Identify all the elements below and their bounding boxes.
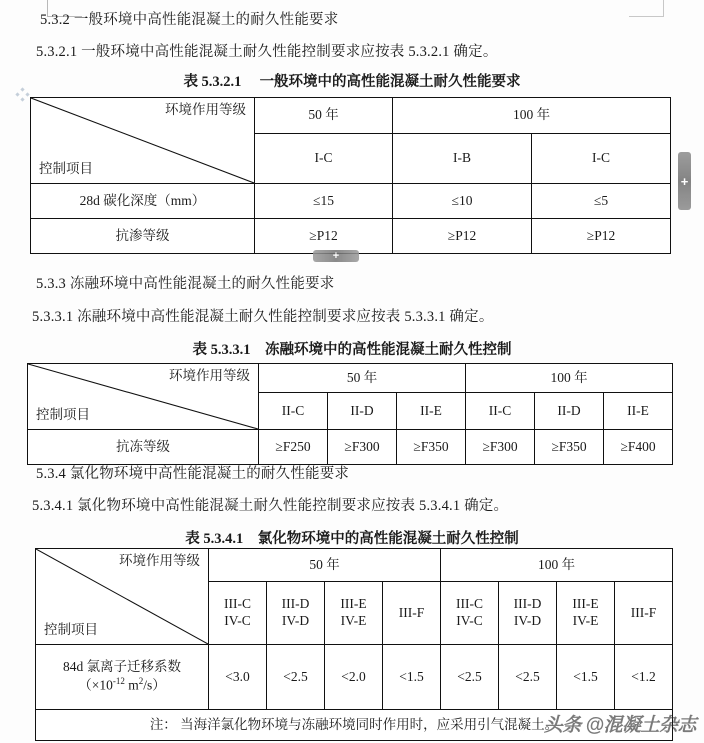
grade-cell: III-F: [615, 582, 673, 645]
row-label-line-1: 84d 氯离子迁移系数: [62, 659, 182, 675]
grade-cell: I-B: [393, 134, 532, 184]
body-5-3-2-1: 5.3.2.1 一般环境中高性能混凝土耐久性能控制要求应按表 5.3.2.1 确定。: [36, 44, 498, 60]
table-row: [31, 98, 671, 134]
grade-cell: I-C: [255, 134, 393, 184]
table-row: [28, 430, 673, 465]
table-row: [28, 364, 673, 393]
grade-top: III-E: [572, 596, 599, 612]
grade-cell: II-D: [328, 393, 397, 430]
data-cell: <2.5: [499, 645, 557, 710]
row-label: 28d 碳化深度（mm）: [31, 184, 255, 219]
grade-top: III-D: [281, 596, 310, 612]
heading-5-3-4: 5.3.4 氯化物环境中高性能混凝土的耐久性能要求: [36, 466, 350, 482]
data-cell: ≥P12: [255, 219, 393, 254]
service-life-50-header-3: 50 年: [209, 549, 441, 582]
grade-cell: III-F: [383, 582, 441, 645]
grade-top: III-E: [340, 596, 367, 612]
grade-cell: [325, 582, 383, 645]
data-cell: ≥F300: [466, 430, 535, 465]
grade-bottom: IV-C: [224, 613, 251, 628]
formula-exponent: -12: [112, 676, 125, 687]
grade-cell: [441, 582, 499, 645]
resize-grip-right[interactable]: +: [678, 152, 691, 210]
data-cell: ≥F250: [259, 430, 328, 465]
table-5-3-3-1: [27, 363, 673, 465]
table-caption-1-prefix: 表 5.3.2.1: [183, 74, 242, 90]
corner-header-cell-2: [28, 364, 259, 430]
heading-5-3-3: 5.3.3 冻融环境中高性能混凝土的耐久性能要求: [36, 276, 335, 292]
grade-bottom: IV-E: [572, 613, 599, 628]
grade-cell: [209, 582, 267, 645]
grade-cell: I-C: [532, 134, 671, 184]
data-cell: ≥F350: [535, 430, 604, 465]
data-cell: ≥F350: [397, 430, 466, 465]
table-caption-1: [0, 70, 704, 91]
data-cell: ≥F400: [604, 430, 673, 465]
table-caption-3: [0, 527, 704, 548]
service-life-100-header-1: 100 年: [393, 98, 671, 134]
corner-header-cell-3: [36, 549, 209, 645]
data-cell: ≤15: [255, 184, 393, 219]
data-cell: <3.0: [209, 645, 267, 710]
resize-grip-bottom[interactable]: +: [313, 250, 359, 262]
table-row: [31, 184, 671, 219]
table-row: [31, 219, 671, 254]
grade-cell: II-D: [535, 393, 604, 430]
formula-prefix: （×10: [78, 677, 113, 693]
data-cell: ≤10: [393, 184, 532, 219]
corner-header-top-label: 环境作用等级: [165, 102, 246, 117]
table-caption-3-prefix: 表 5.3.4.1: [185, 531, 244, 547]
corner-header-bottom-label: 控制项目: [39, 161, 93, 177]
formula-unit: m: [128, 677, 139, 693]
body-5-3-3-1: 5.3.3.1 冻融环境中高性能混凝土耐久性能控制要求应按表 5.3.3.1 确定。: [32, 309, 494, 325]
data-cell: <1.2: [615, 645, 673, 710]
row-label: 抗渗等级: [31, 219, 255, 254]
grade-bottom: IV-C: [456, 613, 483, 628]
grade-cell: [499, 582, 557, 645]
table-caption-2-title: 冻融环境中的高性能混凝土耐久性控制: [265, 342, 512, 358]
grade-top: III-D: [513, 596, 542, 612]
table-move-handle-icon[interactable]: [16, 88, 30, 102]
data-cell: <2.5: [441, 645, 499, 710]
row-label-migration-coefficient: [36, 645, 209, 710]
grade-cell: [557, 582, 615, 645]
table-note: 注： 当海洋氯化物环境与冻融环境同时作用时，应采用引气混凝土。: [36, 710, 673, 741]
table-caption-2: [0, 338, 704, 359]
table-caption-1-title: 一般环境中的高性能混凝土耐久性能要求: [259, 74, 521, 90]
grade-top: III-C: [224, 596, 251, 612]
service-life-50-header-1: 50 年: [255, 98, 393, 134]
data-cell: <1.5: [383, 645, 441, 710]
corner-header-top-label: 环境作用等级: [169, 368, 250, 383]
row-label-line-2: [38, 676, 206, 694]
data-cell: <2.0: [325, 645, 383, 710]
data-cell: ≥P12: [393, 219, 532, 254]
data-cell: ≤5: [532, 184, 671, 219]
data-cell: ≥F300: [328, 430, 397, 465]
table-row: [36, 645, 673, 710]
formula-unit-exponent: 2: [138, 676, 144, 687]
grade-cell: II-C: [259, 393, 328, 430]
data-cell: <2.5: [267, 645, 325, 710]
table-caption-2-prefix: 表 5.3.3.1: [192, 342, 251, 358]
table-caption-3-title: 氯化物环境中的高性能混凝土耐久性控制: [257, 531, 519, 547]
service-life-100-header-2: 100 年: [466, 364, 673, 393]
corner-header-bottom-label: 控制项目: [36, 407, 90, 423]
corner-header-top-label: 环境作用等级: [119, 553, 200, 568]
body-5-3-4-1: 5.3.4.1 氯化物环境中高性能混凝土耐久性能控制要求应按表 5.3.4.1 确定。: [32, 498, 509, 514]
grade-cell: II-E: [604, 393, 673, 430]
grade-bottom: IV-D: [281, 613, 310, 628]
grade-cell: II-E: [397, 393, 466, 430]
data-cell: ≥P12: [532, 219, 671, 254]
corner-header-bottom-label: 控制项目: [44, 622, 98, 638]
row-label: 抗冻等级: [28, 430, 259, 465]
grade-top: III-C: [456, 596, 483, 612]
grade-cell: [267, 582, 325, 645]
crop-mark-top-right: [629, 0, 664, 17]
grade-cell: II-C: [466, 393, 535, 430]
data-cell: <1.5: [557, 645, 615, 710]
grade-bottom: IV-E: [340, 613, 367, 628]
heading-5-3-2: 5.3.2 一般环境中高性能混凝土的耐久性能要求: [40, 12, 339, 28]
formula-suffix: /s）: [143, 677, 166, 693]
service-life-100-header-3: 100 年: [441, 549, 673, 582]
service-life-50-header-2: 50 年: [259, 364, 466, 393]
corner-header-cell-1: [31, 98, 255, 184]
grade-bottom: IV-D: [513, 613, 542, 628]
watermark: 头条 @混凝土杂志: [543, 715, 696, 736]
table-row: [36, 549, 673, 582]
table-5-3-2-1: [30, 97, 671, 254]
